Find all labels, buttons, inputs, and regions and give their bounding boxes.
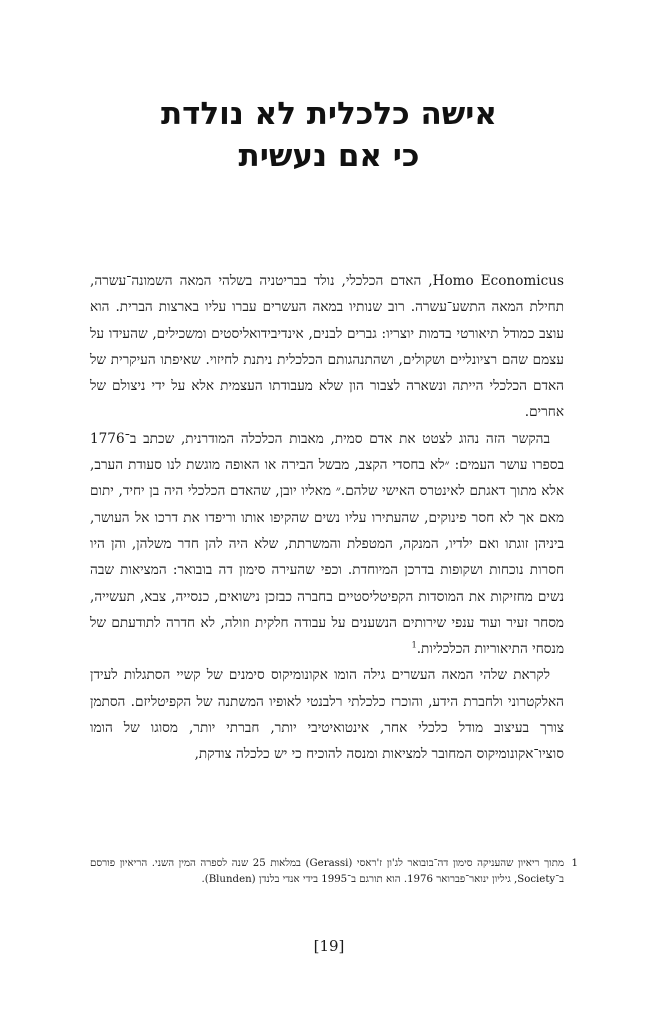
footnote-reference: 1 <box>411 640 417 650</box>
page-number: [19] <box>313 937 345 955</box>
paragraph-2 <box>90 426 564 663</box>
footnote <box>90 856 578 888</box>
body-text <box>90 268 564 768</box>
chapter-title-line-2: כי אם נעשית <box>238 138 420 174</box>
paragraph-2-text: בהקשר הזה נהוג לצטט את אדם סמית, מאבות הכלכלה המודרנית, שכתב ב־1776 בספרו עושר העמים: ״לא בחסדי הקצב, מבשל הבירה או האופה מוגשת לנו סעודת הערב, אלא מתוך דאגתם לאינטרס האישי שלהם.״ מאליו יובן, שהאדם הכלכלי היה בן יחיד, יתום מאם אך לא חסר פינוקים, שהעתירו עליו נשים שהקיפו אותו וריפדו את דרכו אל העושר, ביניהן זוגתו ואם ילדיו, המנקה, המטפלת והמשרתת, שלא היה להן חדר משלהן, והן היו חסרות נוכחות ושקופות בדרכן המיוחדת. וכפי שהעירה סימון דה בובואר: המציאות שבה נשים מחזיקות את המוסדות הקפיטליסטיים בחברה כבזכן נישואים, כנסייה, צבא, תעשייה, מסחר זעיר ועוד ענפי שירותים הנשענים על עבודה חלקית וזולה, לא חדרה לתודעתם של מנסחי התיאוריות הכלכליות. <box>90 430 564 658</box>
footnote-number: 1 <box>571 858 578 869</box>
paragraph-3: לקראת שלהי המאה העשרים גילה הומו אקונומיקוס סימנים של קשיי הסתגלות לעידן האלקטרוני ולחברת הידע, והוכרז כלכלתי רלבנטי לאופיו המשתנה של הקפיטליזם. הסתמן צורך בעיצוב מודל כלכלי אחר, אינטואיטיבי יותר, חברתי יותר, מסוגו של הומו סוציו־אקונומיקוס המחובר למציאות ומנסה להוכיח כי יש כלכלה צודקת, <box>90 667 564 763</box>
footnote-text: מתוך ריאיון שהעניקה סימון דה־בובואר לג'ון ז'ראסי (Gerassi) במלאות 25 שנה לספרה המין השני. הריאיון פורסם ב־Society, גיליון ינואר־פברואר 1976. הוא תורגם ב־1995 בידי אנדי בלנדן (Blunden). <box>90 858 564 885</box>
paragraph-1: Homo Economicus, האדם הכלכלי, נולד בבריטניה בשלהי המאה השמונה־עשרה, תחילת המאה התשע־עשרה. רוב שנותיו במאה העשרים עברו עליו בארצות הברית. הוא עוצב כמודל תיאורטי בדמות יוצריו: גברים לבנים, אינדיבידואליסטים ומשכילים, שהעידו על עצמם שהם רציונליים ושקולים, ושהתנהגותם הכלכלית ניתנת לחיזוי. שאיפתו העיקרית של האדם הכלכלי הייתה ונשארה לצבור הון שלא מעבודתו העצמית אלא על ידי ניצולם של אחרים. <box>90 273 564 421</box>
chapter-title <box>60 93 598 177</box>
chapter-title-line-1: אישה כלכלית לא נולדת <box>161 96 497 132</box>
